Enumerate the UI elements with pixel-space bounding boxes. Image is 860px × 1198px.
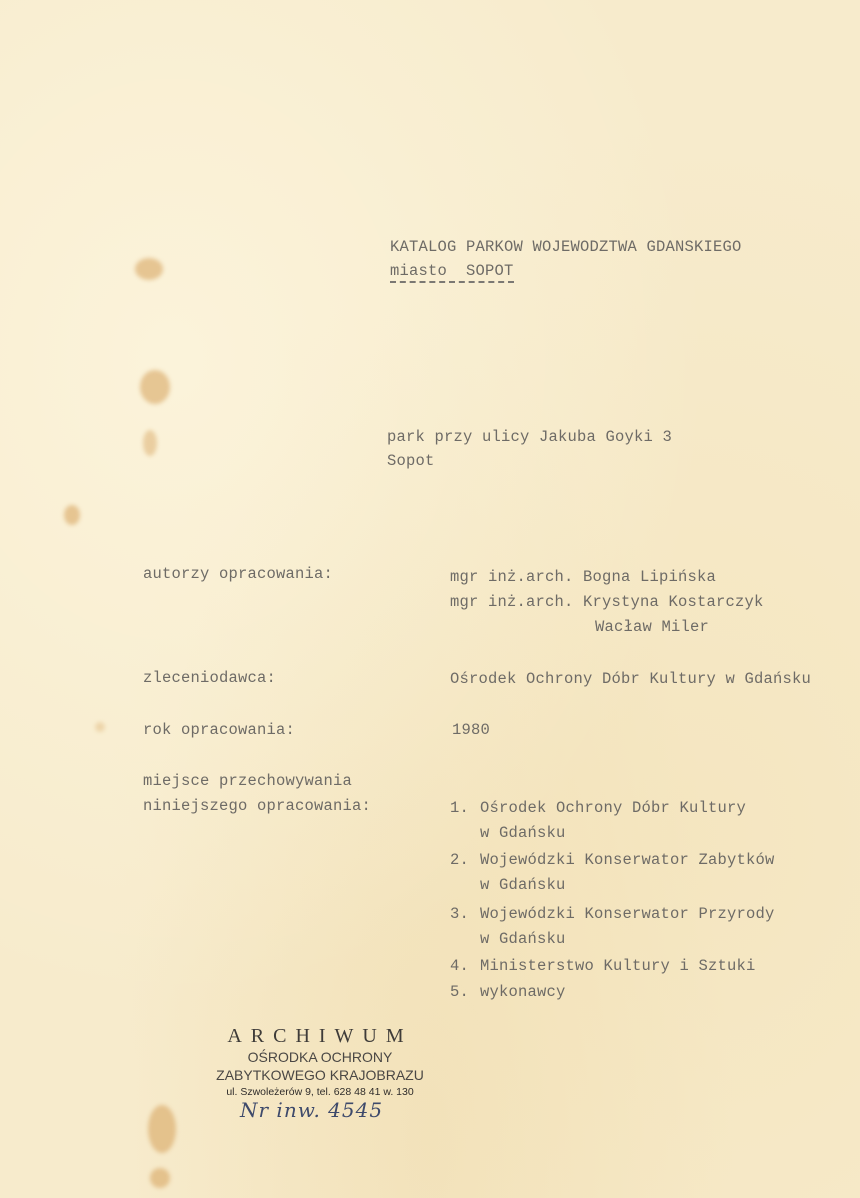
year-label: rok opracowania: (143, 721, 296, 739)
stamp-address: ul. Szwoleżerów 9, tel. 628 48 41 w. 130 (226, 1086, 414, 1098)
paper-stain (140, 370, 170, 404)
storage-item-2-num: 2. (450, 851, 470, 869)
storage-item-5-num: 5. (450, 983, 470, 1001)
document-subtitle (390, 262, 514, 280)
storage-item-3-cont: w Gdańsku (480, 930, 566, 948)
authors-label: autorzy opracowania: (143, 565, 334, 583)
storage-item-3: Wojewódzki Konserwator Przyrody (480, 905, 775, 923)
storage-item-1-cont: w Gdańsku (480, 824, 566, 842)
author-1: mgr inż.arch. Bogna Lipińska (450, 568, 717, 586)
year-value: 1980 (452, 721, 491, 739)
storage-item-1: Ośrodek Ochrony Dóbr Kultury (480, 799, 747, 817)
paper-stain (150, 1168, 170, 1188)
storage-item-5: wykonawcy (480, 983, 566, 1001)
stamp-line2: ZABYTKOWEGO KRAJOBRAZU (216, 1067, 424, 1083)
storage-item-2: Wojewódzki Konserwator Zabytków (480, 851, 775, 869)
author-2: mgr inż.arch. Krystyna Kostarczyk (450, 593, 764, 611)
park-address: park przy ulicy Jakuba Goyki 3 (387, 428, 673, 446)
paper-stain (148, 1105, 176, 1153)
park-city: Sopot (387, 452, 435, 470)
stamp-title: ARCHIWUM (227, 1025, 413, 1047)
storage-item-4-num: 4. (450, 957, 470, 975)
paper-stain (64, 505, 80, 525)
paper-stain (95, 722, 105, 732)
storage-item-4: Ministerstwo Kultury i Sztuki (480, 957, 756, 975)
storage-label-line2: niniejszego opracowania: (143, 797, 372, 815)
storage-label-line1: miejsce przechowywania (143, 772, 353, 790)
commissioner-value: Ośrodek Ochrony Dóbr Kultury w Gdańsku (450, 670, 812, 688)
paper-stain (135, 258, 163, 280)
stamp-line1: OŚRODKA OCHRONY (247, 1049, 393, 1065)
author-3: Wacław Miler (595, 618, 710, 636)
city-heading: miasto SOPOT (390, 262, 514, 283)
paper-stain (143, 430, 157, 456)
storage-item-3-num: 3. (450, 905, 470, 923)
storage-item-2-cont: w Gdańsku (480, 876, 566, 894)
handwritten-inventory-number: Nr inw. 4545 (240, 1098, 384, 1122)
commissioner-label: zleceniodawca: (143, 669, 277, 687)
document-title: KATALOG PARKOW WOJEWODZTWA GDANSKIEGO (390, 238, 742, 256)
storage-item-1-num: 1. (450, 799, 470, 817)
archive-stamp (200, 1025, 440, 1100)
